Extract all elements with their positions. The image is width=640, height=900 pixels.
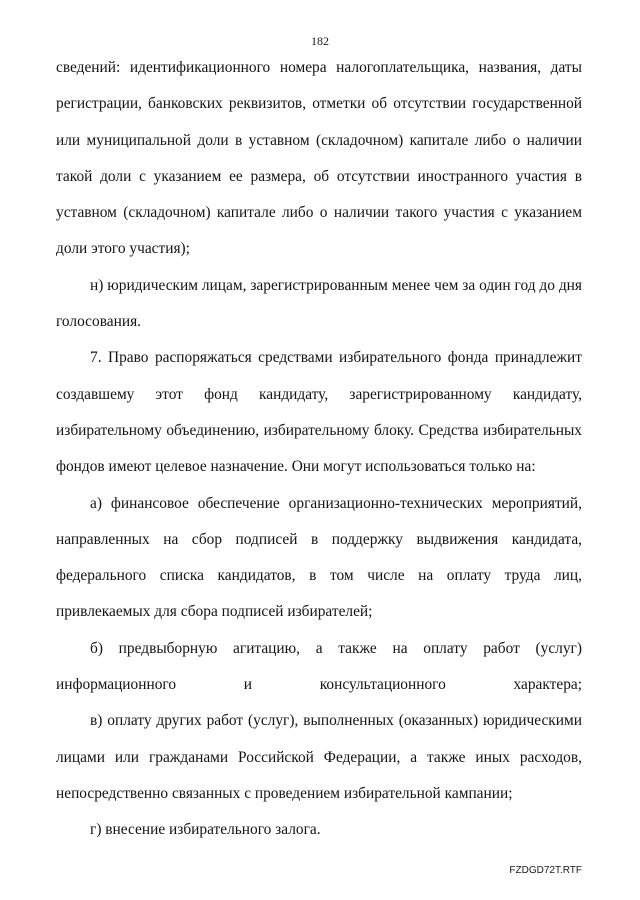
paragraph-clause-7: 7. Право распоряжаться средствами избирательного фонда принадлежит создавшему этот фонд кандидату, зарегистрированному кандидату, избирательному объединению, избирательному блоку. Средства избирательных фондов имеют целевое назначение. Они могут использоваться только на: [56, 349, 582, 476]
paragraph-continuation: сведений: идентификационного номера налогоплательщика, названия, даты регистрации, банковских реквизитов, отметки об отсутствии государственной или муниципальной доли в уставном (складочном) капитале либо о наличии такой доли с указанием ее размера, об отсутствии иностранного участия в уставном (складочном) капитале либо о наличии такого участия с указанием доли этого участия); [56, 59, 582, 258]
paragraph-item-g: г) внесение избирательного залога. [90, 821, 321, 839]
paragraph-item-v: в) оплату других работ (услуг), выполненных (оказанных) юридическими лицами или гражданами Российской Федерации, а также иных расходов, непосредственно связанных с проведением избирательной кампании; [56, 712, 582, 802]
paragraph-item-b: б) предвыборную агитацию, а также на оплату работ (услуг) информационного и консультационного характера; [56, 639, 582, 694]
paragraph-item-n: н) юридическим лицам, зарегистрированным менее чем за один год до дня голосования. [56, 276, 582, 331]
document-body [56, 50, 582, 849]
footer-file-code: FZDGD72T.RTF [509, 865, 582, 876]
paragraph-item-a: а) финансовое обеспечение организационно-технических мероприятий, направленных на сбор подписей в поддержку выдвижения кандидата, федерального списка кандидатов, в том числе на оплату труда лиц, привлекаемых для сбора подписей избирателей; [56, 494, 582, 621]
page-number: 182 [311, 34, 329, 48]
